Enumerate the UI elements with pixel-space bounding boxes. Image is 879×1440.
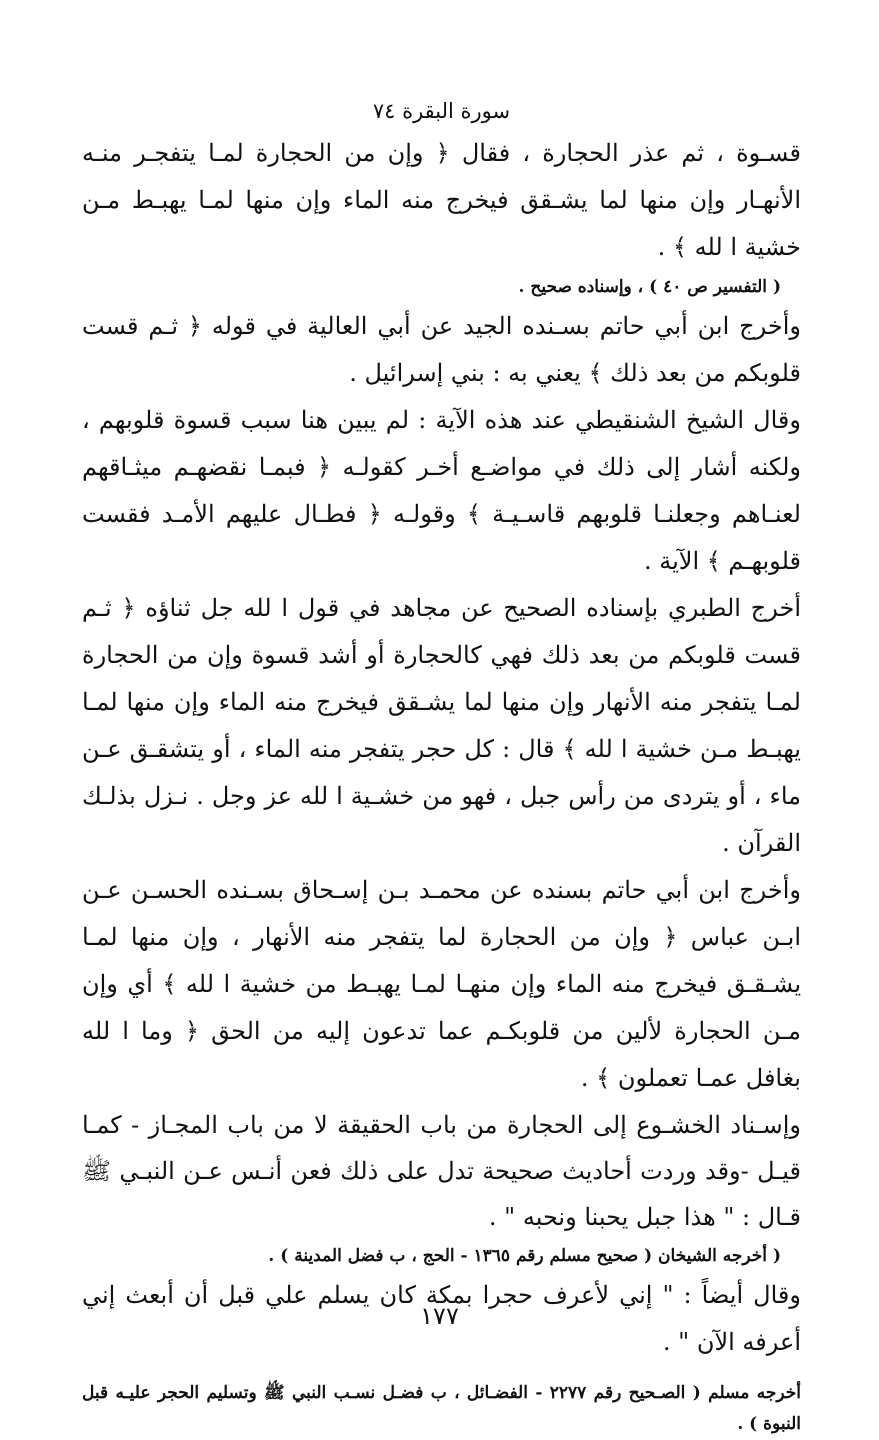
paragraph-3: وقال الشيخ الشنقيطي عند هذه الآية : لم يبين هنا سبب قسوة قلوبهم ، ولكنه أشار إلى ذلك في مواضـع أخـر كقولـه ﴿ فبمـا نقضهـم ميثـاقهم لعنـاهم وجعلنـا قلوبهم قاسـيـة ﴾ وقولـه ﴿ فطـال عليهم الأمـد فقست قلوبهـم ﴾ الآية . [82,406,801,575]
citation-note-1: ( التفسير ص ٤٠ ) ، وإسناده صحيح . [518,277,781,297]
citation-note-3: أخرجه مسلم ( الصـحيح رقم ٢٢٧٧ - الفضـائل ، ب فضـل نسـب النبي ﷺ وتسليم الحجر عليـه قبل النبوة ) . [82,1383,801,1434]
paragraph-2: وأخرج ابن أبي حاتم بسـنده الجيد عن أبي العالية في قوله ﴿ ثـم قست قلوبكم من بعد ذلك ﴾ يعني به : بني إسرائيل . [82,312,801,387]
paragraph-1: قسـوة ، ثم عذر الحجارة ، فقال ﴿ وإن من الحجارة لمـا يتفجـر منـه الأنهـار وإن منها لما يشـقق فيخرج منه الماء وإن منها لمـا يهبـط مـن خشية ا لله ﴾ . [82,139,801,261]
paragraph-6: وإسـناد الخشـوع إلى الحجارة من باب الحقيقة لا من باب المجـاز - كمـا قيـل -وقد وردت أحاديث صحيحة تدل على ذلك فعن أنـس عـن النبـي ﷺ قـال : " هذا جبل يحبنا ونحبه " . [82,1111,801,1231]
page-number: ١٧٧ [420,1302,459,1330]
page-header: سورة البقرة ٧٤ [372,99,511,123]
paragraph-4: أخرج الطبري بإسناده الصحيح عن مجاهد في قول ا لله جل ثناؤه ﴿ ثـم قست قلوبكم من بعد ذلك فهي كالحجارة أو أشد قسوة وإن من الحجارة لمـا يتفجر منه الأنهار وإن منها لما يشـقق فيخرج منه الماء وإن منها لمـا يهبـط مـن خشية ا لله ﴾ قال : كل حجر يتفجر منه الماء ، أو يتشقـق عـن ماء ، أو يتردى من رأس جبل ، فهو من خشـية ا لله عز وجل . نـزل بذلـك القرآن . [82,594,801,857]
paragraph-7: وقال أيضاً : " إني لأعرف حجرا بمكة كان يسلم علي قبل أن أبعث إني أعرفه الآن " . [82,1281,801,1356]
paragraph-5: وأخرج ابن أبي حاتم بسنده عن محمـد بـن إسـحاق بسـنده الحسـن عـن ابـن عباس ﴿ وإن من الحجارة لما يتفجر منه الأنهار ، وإن منها لمـا يشـقـق فيخرج منه الماء وإن منهـا لمـا يهبـط من خشية ا لله ﴾ أي وإن مـن الحجارة لألين من قلوبكـم عما تدعون إليه من الحق ﴿ وما ا لله بغافل عمـا تعملون ﴾ . [82,876,802,1092]
citation-note-2: ( أخرجه الشيخان ( صحيح مسلم رقم ١٣٦٥ - الحج ، ب فضل المدينة ) . [268,1246,781,1266]
